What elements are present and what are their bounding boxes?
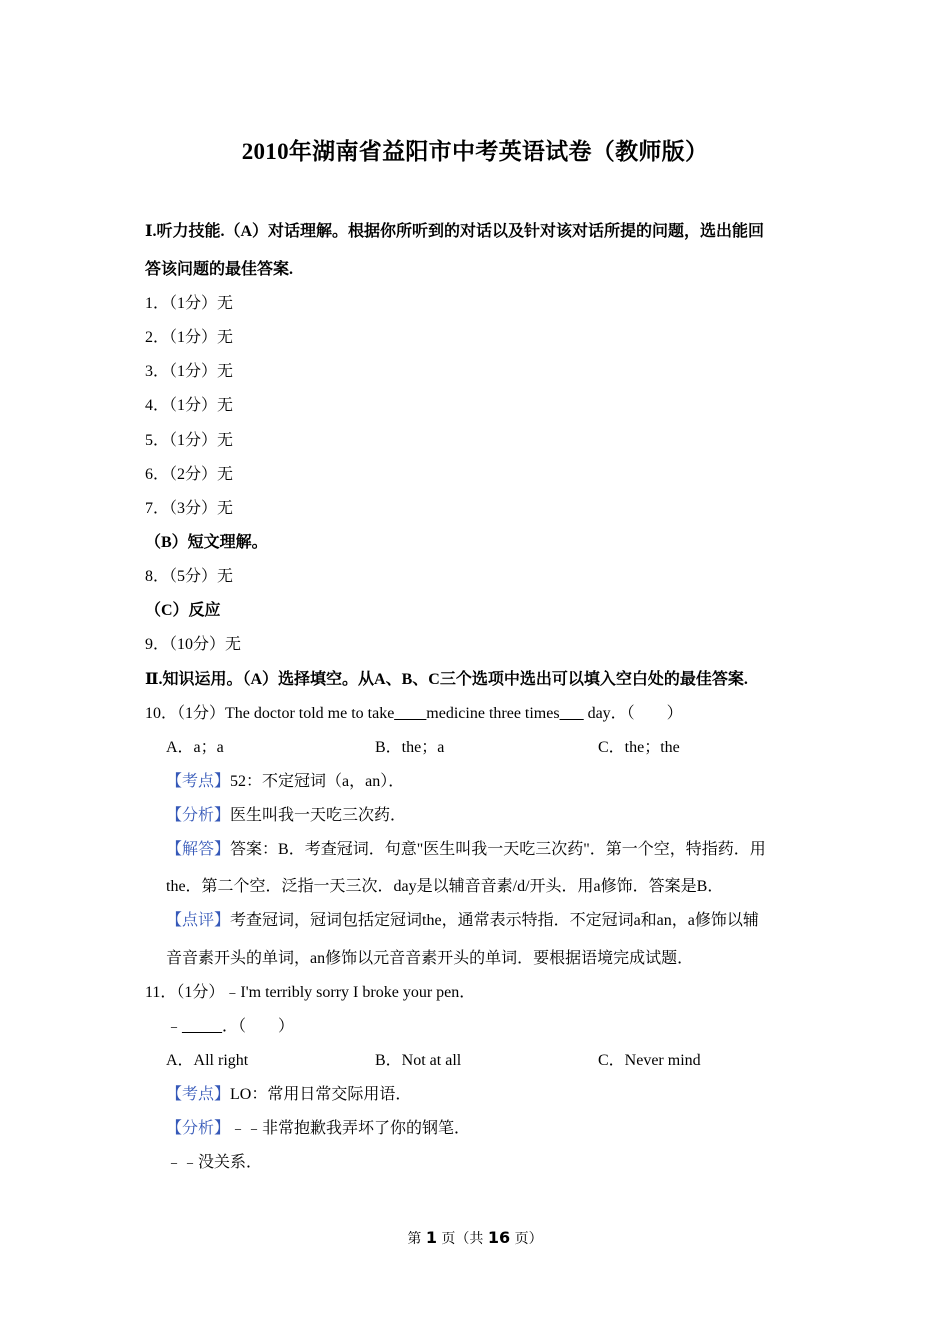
- fenxi-label: 【分析】: [166, 807, 231, 824]
- partB-item: 8．（5分）无: [145, 568, 234, 585]
- q10-dianping: [166, 911, 759, 931]
- q11-line2-rest: ．（ ）: [222, 1018, 295, 1035]
- listening-item: 6．（2分）无: [145, 466, 234, 483]
- listening-item: 7．（3分）无: [145, 500, 234, 517]
- jieda-label: 【解答】: [166, 841, 231, 858]
- listening-item: 2．（1分）无: [145, 329, 234, 346]
- kaodian-label: 【考点】: [166, 1086, 231, 1103]
- q10-text-a: The doctor told me to take: [225, 705, 395, 722]
- footer-post: 页）: [510, 1231, 543, 1247]
- q10-option-c: C．the；the: [598, 739, 680, 756]
- listening-item: 5．（1分）无: [145, 432, 234, 449]
- q10-dianping-line2: 音音素开头的单词，an修饰以元音音素开头的单词．要根据语境完成试题．: [166, 950, 694, 967]
- partC-item: 9．（10分）无: [145, 636, 242, 653]
- q11-dash: ﹣: [166, 1018, 183, 1035]
- document-title: 2010年湖南省益阳市中考英语试卷（教师版）: [241, 139, 709, 164]
- listening-item: 4．（1分）无: [145, 397, 234, 414]
- q10-option-b: B．the；a: [375, 739, 445, 756]
- q10-blank1: ____: [394, 705, 427, 722]
- q11-kaodian-text: LO：常用日常交际用语．: [230, 1086, 412, 1103]
- kaodian-label: 【考点】: [166, 773, 231, 790]
- q10-fenxi: [166, 806, 406, 826]
- footer-pre: 第: [407, 1231, 426, 1247]
- q11-number-score: 11．（1分）: [145, 984, 225, 1001]
- q11-fenxi-text: ﹣﹣非常抱歉我弄坏了你的钢笔．: [230, 1120, 471, 1137]
- q11-kaodian: [166, 1085, 411, 1105]
- q10-kaodian: [166, 772, 404, 792]
- dianping-label: 【点评】: [166, 912, 231, 929]
- q10-jieda-line2: the．第二个空．泛指一天三次．day是以辅音音素/d/开头．用a修饰．答案是B．: [166, 878, 724, 895]
- q11-option-b: B．Not at all: [375, 1052, 462, 1069]
- section1-heading-line1: Ⅰ.听力技能.（A）对话理解。根据你所听到的对话以及针对该对话所提的问题，选出能回: [145, 223, 765, 240]
- section1-heading-line2: 答该问题的最佳答案.: [145, 261, 294, 278]
- q11-text-line1: ﹣I'm terribly sorry I broke your pen．: [224, 984, 476, 1001]
- partC-heading: （C）反应: [145, 602, 221, 619]
- q10-stem: [145, 704, 683, 724]
- q10-text-b: medicine three times: [426, 705, 560, 722]
- footer-page-number: 1: [425, 1228, 437, 1247]
- q10-option-a: A．a；a: [166, 739, 224, 756]
- listening-item: 3．（1分）无: [145, 363, 234, 380]
- footer-mid: 页（共: [436, 1231, 488, 1247]
- page-footer: [0, 1228, 950, 1248]
- footer-total-pages: 16: [487, 1228, 511, 1247]
- q10-jieda: [166, 840, 766, 860]
- q10-number-score: 10．（1分）: [145, 705, 226, 722]
- q11-fenxi: [166, 1119, 470, 1139]
- q11-option-c: C．Never mind: [598, 1052, 701, 1069]
- q10-fenxi-text: 医生叫我一天吃三次药．: [230, 807, 407, 824]
- listening-item: 1．（1分）无: [145, 295, 234, 312]
- q11-blank: _____: [182, 1018, 223, 1035]
- q10-dianping-line1: 考查冠词，冠词包括定冠词the，通常表示特指．不定冠词a和an，a修饰以辅: [230, 912, 759, 929]
- q11-fenxi-line2: ﹣﹣没关系．: [166, 1154, 263, 1171]
- q11-stem-line2: [166, 1017, 294, 1037]
- partB-heading: （B）短文理解。: [145, 534, 268, 551]
- q11-option-a: A．All right: [166, 1052, 249, 1069]
- q10-text-c: day．（ ）: [583, 705, 683, 722]
- q11-stem: [145, 983, 475, 1003]
- q10-blank2: ___: [559, 705, 584, 722]
- section2-heading: Ⅱ.知识运用。（A）选择填空。从A、B、C三个选项中选出可以填入空白处的最佳答案.: [145, 671, 748, 688]
- q10-kaodian-text: 52：不定冠词（a，an）．: [230, 773, 405, 790]
- fenxi-label: 【分析】: [166, 1120, 231, 1137]
- q10-jieda-line1: 答案：B．考查冠词．句意"医生叫我一天吃三次药"．第一个空，特指药．用: [230, 841, 766, 858]
